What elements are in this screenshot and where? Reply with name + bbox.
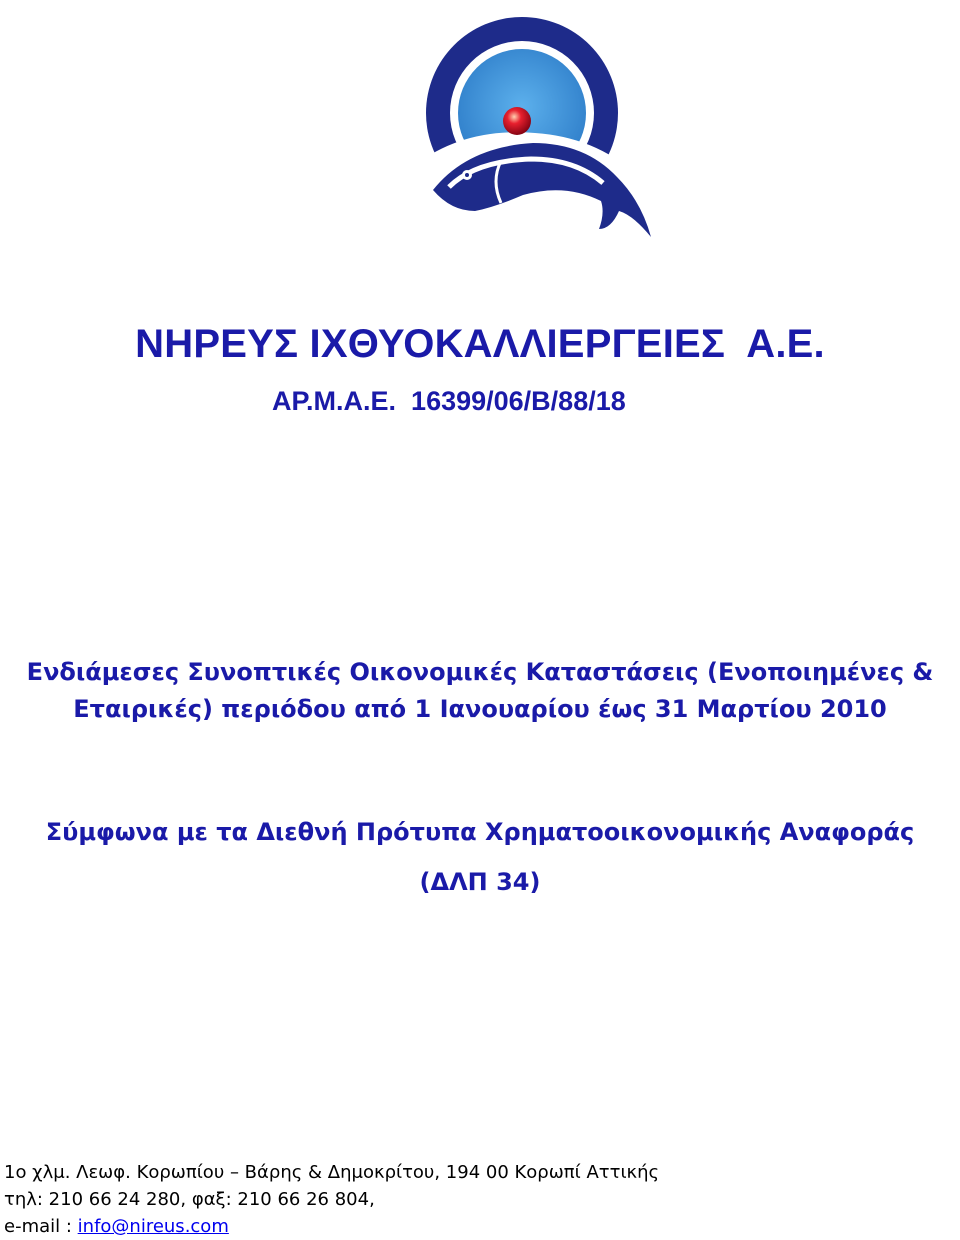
standard-line-2: (ΔΛΠ 34) — [419, 868, 541, 896]
footer-email-row — [4, 1216, 229, 1237]
standard-line-1: Σύμφωνα με τα Διεθνή Πρότυπα Χρηματοοικονομικής Αναφοράς — [45, 818, 915, 846]
nireus-fish-logo-icon — [405, 15, 655, 245]
email-link[interactable]: info@nireus.com — [77, 1216, 229, 1237]
company-name: ΝΗΡΕΥΣ ΙΧΘΥΟΚΑΛΛΙΕΡΓΕΙΕΣ Α.Ε. — [135, 322, 825, 366]
company-logo — [405, 15, 655, 245]
report-title-line-1: Ενδιάμεσες Συνοπτικές Οικονομικές Καταστάσεις (Ενοποιημένες & — [26, 658, 934, 686]
registration-number: ΑΡ.Μ.Α.Ε. 16399/06/Β/88/18 — [272, 386, 626, 416]
footer-address: 1ο χλμ. Λεωφ. Κορωπίου – Βάρης & Δημοκρίτου, 194 00 Κορωπί Αττικής — [4, 1162, 660, 1183]
report-title-line-2: Εταιρικές) περιόδου από 1 Ιανουαρίου έως 31 Μαρτίου 2010 — [73, 695, 887, 723]
footer-phone-fax: τηλ: 210 66 24 280, φαξ: 210 66 26 804, — [4, 1189, 375, 1210]
email-label: e-mail : — [4, 1216, 78, 1237]
